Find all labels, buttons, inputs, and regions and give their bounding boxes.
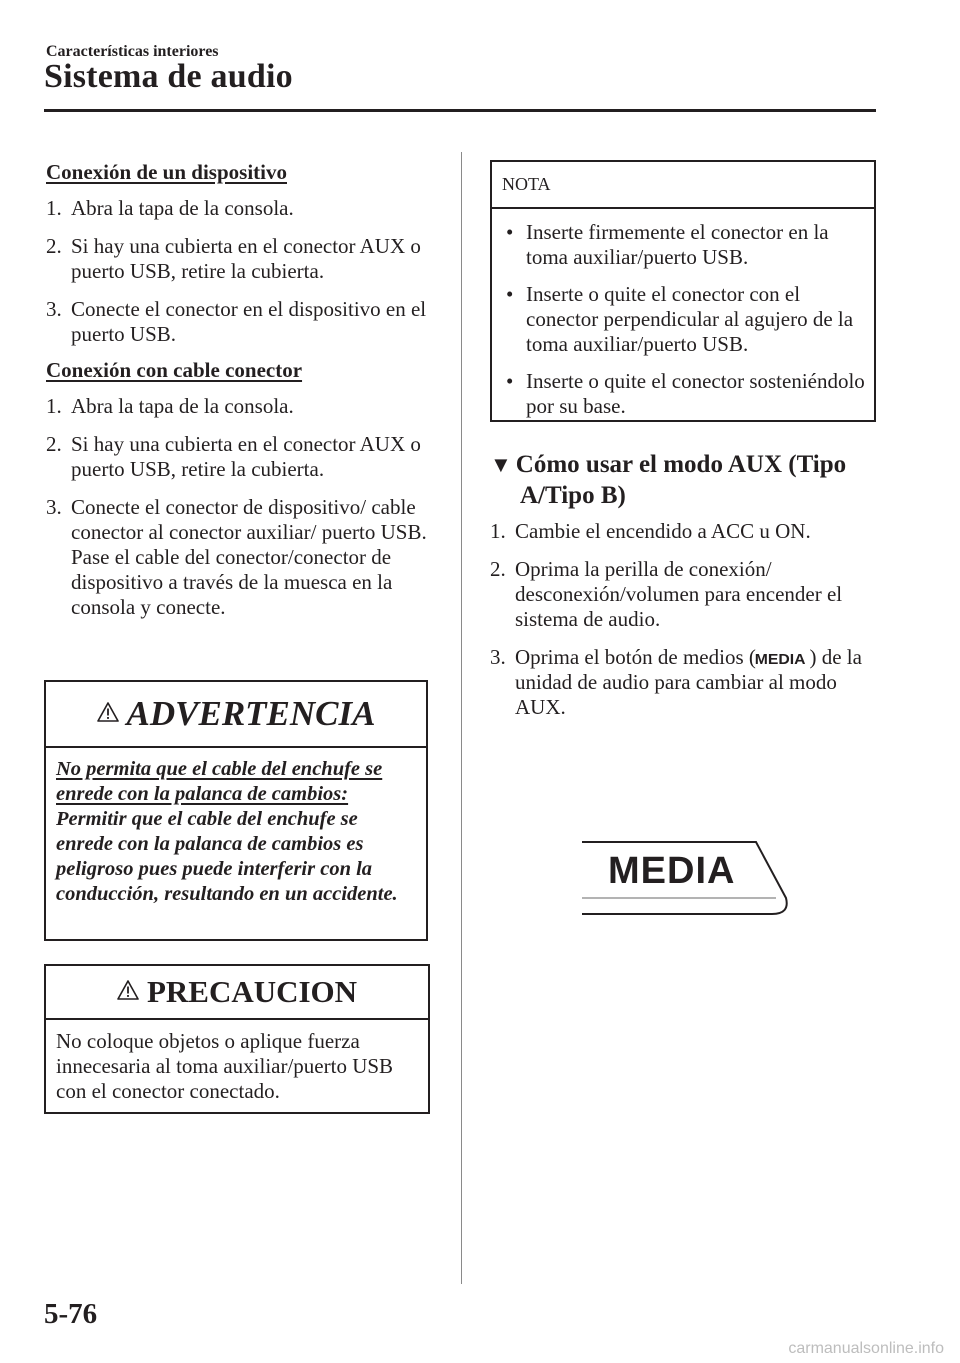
watermark: carmanualsonline.info — [788, 1340, 944, 1357]
warning-triangle-icon — [117, 980, 139, 1005]
cable-step-2: 2. Si hay una cubierta en el conector AUX o puerto USB, retire la cubierta. — [46, 432, 421, 481]
device-connection-heading: Conexión de un dispositivo — [46, 160, 287, 184]
caution-text: No coloque objetos o aplique fuerza innecesaria al toma auxiliar/puerto USB con el conector conectado. — [56, 1029, 394, 1103]
note-item: • Inserte firmemente el conector en la toma auxiliar/puerto USB. — [502, 220, 866, 270]
media-button-label: MEDIA — [608, 850, 736, 892]
note-list — [492, 209, 874, 419]
warning-title: ADVERTENCIA — [126, 694, 376, 733]
warning-body — [46, 748, 426, 907]
device-step-3: 3. Conecte el conector en el dispositivo en el puerto USB. — [46, 297, 427, 346]
cable-step-1: 1. Abra la tapa de la consola. — [46, 394, 294, 418]
note-item: • Inserte o quite el conector sosteniéndolo por su base. — [502, 369, 866, 419]
cable-step-3: 3. Conecte el conector de dispositivo/ cable conector al conector auxiliar/ puerto USB. Pase el cable del conector/conector de dispositivo a través de la muesca en la consola y conecte. — [46, 495, 427, 619]
aux-steps — [490, 519, 876, 720]
aux-step-1: 1. Cambie el encendido a ACC u ON. — [490, 519, 811, 543]
note-title: NOTA — [492, 162, 874, 209]
left-column — [46, 160, 428, 620]
note-item: • Inserte o quite el conector con el conector perpendicular al agujero de la toma auxiliar/puerto USB. — [502, 282, 866, 357]
caution-header — [46, 966, 428, 1020]
warning-text: Permitir que el cable del enchufe se enrede con la palanca de cambios es peligroso pues puede interferir con la conducción, resultando en un accidente. — [56, 808, 398, 905]
warning-box — [44, 680, 428, 941]
device-step-1: 1. Abra la tapa de la consola. — [46, 196, 294, 220]
down-triangle-icon: ▼ — [490, 452, 512, 477]
aux-step-2: 2. Oprima la perilla de conexión/ desconexión/volumen para encender el sistema de audio. — [490, 557, 843, 631]
device-step-2: 2. Si hay una cubierta en el conector AUX o puerto USB, retire la cubierta. — [46, 234, 421, 283]
page-number: 5-76 — [44, 1298, 98, 1330]
aux-step-3: 3. Oprima el botón de medios (MEDIA ) de la unidad de audio para cambiar al modo AUX. — [490, 645, 862, 719]
warning-lead: No permita que el cable del enchufe se enrede con la palanca de cambios: — [56, 758, 383, 805]
cable-connection-heading: Conexión con cable conector — [46, 358, 303, 382]
section-label: Características interiores — [46, 43, 219, 60]
caution-box — [44, 964, 430, 1114]
page-title: Sistema de audio — [44, 58, 293, 95]
warning-header — [46, 682, 426, 748]
media-button-illustration — [580, 838, 792, 918]
warning-triangle-icon — [97, 702, 119, 727]
title-rule — [44, 109, 876, 112]
aux-mode-heading: ▼ Cómo usar el modo AUX (Tipo A/Tipo B) — [490, 451, 847, 509]
note-box — [490, 160, 876, 422]
media-button-icon: MEDIA — [754, 651, 806, 668]
column-divider — [461, 152, 462, 1284]
caution-title: PRECAUCION — [146, 974, 358, 1009]
